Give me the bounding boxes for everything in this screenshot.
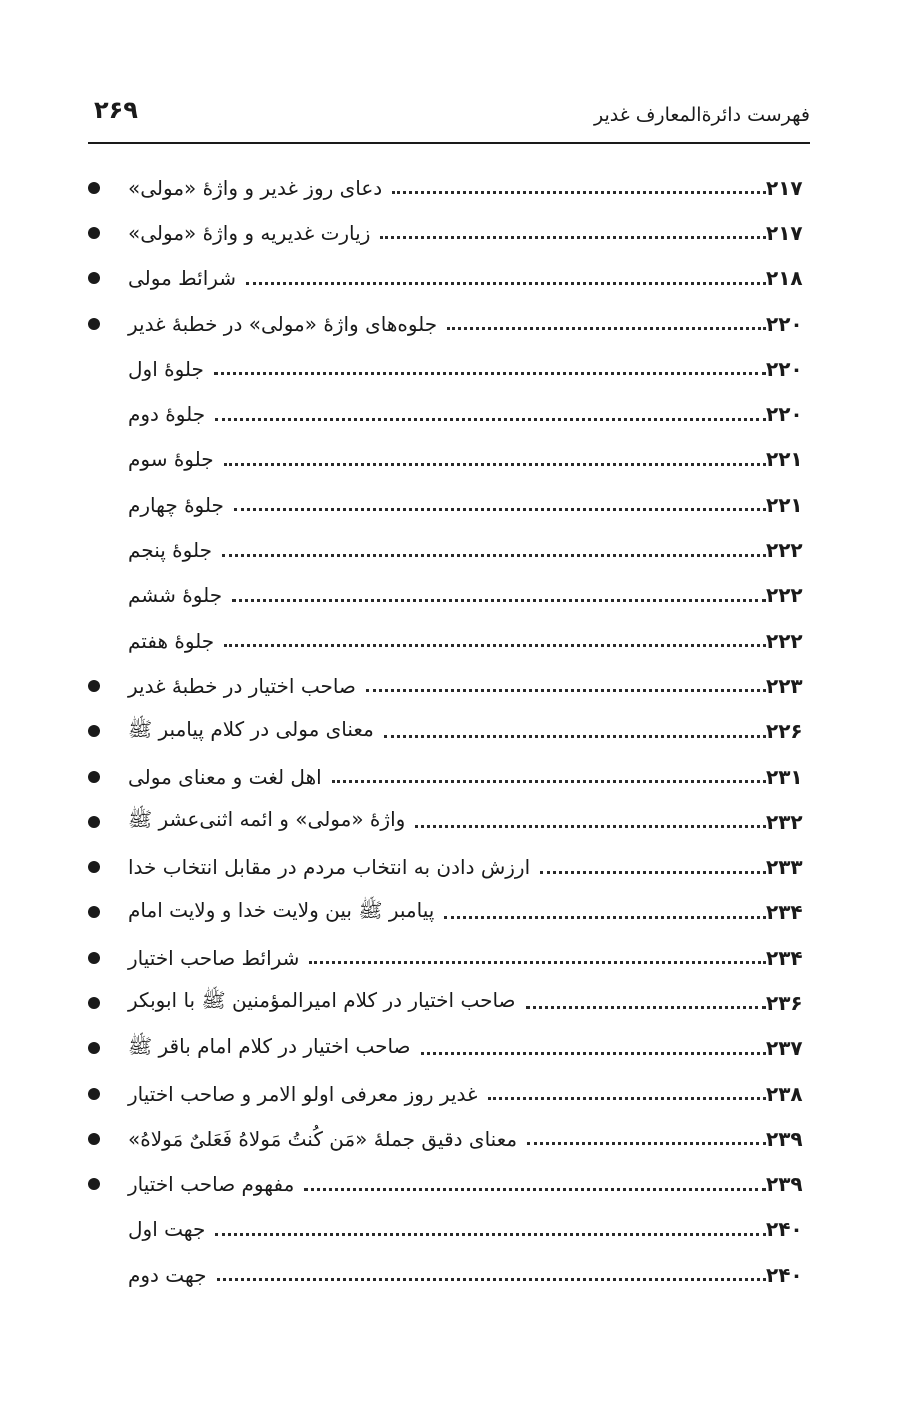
toc-entry[interactable] — [88, 618, 810, 663]
toc-entry[interactable] — [88, 799, 810, 844]
bullet-icon — [88, 680, 100, 692]
running-title: فهرست دائرةالمعارف غدیر — [593, 104, 810, 126]
toc-entry-page: ۲۳۱ — [766, 764, 803, 789]
bullet-slot — [88, 997, 122, 1009]
dot-leader — [444, 916, 766, 919]
toc-entry-title: ارزش دادن به انتخاب مردم در مقابل انتخاب خدا — [128, 855, 531, 880]
toc-entry-page: ۲۲۱ — [766, 447, 803, 472]
dot-leader — [527, 1142, 766, 1145]
dot-leader — [222, 554, 766, 557]
toc-entry[interactable] — [88, 844, 810, 889]
bullet-icon — [88, 318, 100, 330]
toc-entry-page: ۲۲۲ — [766, 583, 803, 608]
toc-entry[interactable] — [88, 527, 810, 572]
bullet-icon — [88, 725, 100, 737]
toc-entry-title: جهت دوم — [128, 1262, 207, 1287]
toc-entry-page: ۲۲۰ — [766, 402, 803, 427]
bullet-icon — [88, 771, 100, 783]
toc-entry-title: شرائط مولی — [128, 266, 237, 291]
toc-entry-title: جلوهٔ هفتم — [128, 628, 215, 653]
toc-entry-title: جلوهٔ سوم — [128, 447, 214, 472]
dot-leader — [214, 372, 766, 375]
bullet-slot — [88, 1088, 122, 1100]
bullet-icon — [88, 1178, 100, 1190]
toc-entry[interactable] — [88, 482, 810, 527]
toc-entry-title: جلوهٔ چهارم — [128, 492, 224, 517]
dot-leader — [232, 599, 766, 602]
bullet-slot — [88, 182, 122, 194]
toc-entry-page: ۲۲۲ — [766, 538, 803, 563]
bullet-slot — [88, 318, 122, 330]
bullet-icon — [88, 952, 100, 964]
toc-entry-page: ۲۲۰ — [766, 356, 803, 381]
page-header — [88, 92, 810, 144]
toc-entry-page: ۲۳۹ — [766, 1126, 803, 1151]
dot-leader — [217, 1278, 766, 1281]
toc-entry-title: صاحب اختیار در کلام امیرالمؤمنین ﷺ با ابوبکر — [128, 988, 516, 1013]
dot-leader — [421, 1052, 766, 1055]
toc-entry-title: پیامبر ﷺ بین ولایت خدا و ولایت امام — [128, 897, 435, 922]
toc-entry-title: جلوه‌های واژهٔ «مولی» در خطبهٔ غدیر — [128, 311, 438, 336]
toc-entry-title: اهل لغت و معنای مولی — [128, 764, 322, 789]
toc-entry-page: ۲۳۷ — [766, 1036, 803, 1061]
toc-entry-title: معنای مولی در کلام پیامبر ﷺ — [128, 716, 374, 741]
bullet-slot — [88, 227, 122, 239]
bullet-slot — [88, 816, 122, 828]
bullet-icon — [88, 1133, 100, 1145]
bullet-slot — [88, 906, 122, 918]
toc-entry[interactable] — [88, 754, 810, 799]
toc-entry[interactable] — [88, 663, 810, 708]
dot-leader — [224, 644, 766, 647]
dot-leader — [366, 689, 766, 692]
dot-leader — [304, 1188, 766, 1191]
toc-entry[interactable] — [88, 890, 810, 935]
dot-leader — [392, 191, 766, 194]
dot-leader — [526, 1006, 766, 1009]
toc-entry[interactable] — [88, 1026, 810, 1071]
bullet-slot — [88, 1133, 122, 1145]
toc-entry-page: ۲۳۳ — [766, 855, 803, 880]
dot-leader — [447, 327, 766, 330]
table-of-contents — [88, 165, 810, 1297]
bullet-slot — [88, 725, 122, 737]
toc-entry[interactable] — [88, 1252, 810, 1297]
toc-entry-page: ۲۲۱ — [766, 492, 803, 517]
bullet-icon — [88, 861, 100, 873]
toc-entry-page: ۲۱۷ — [766, 175, 803, 200]
toc-entry[interactable] — [88, 1162, 810, 1207]
bullet-icon — [88, 1042, 100, 1054]
toc-entry-page: ۲۴۰ — [766, 1262, 803, 1287]
bullet-icon — [88, 272, 100, 284]
toc-entry-page: ۲۲۲ — [766, 628, 803, 653]
bullet-icon — [88, 997, 100, 1009]
toc-entry-title: مفهوم صاحب اختیار — [128, 1172, 295, 1197]
toc-entry[interactable] — [88, 165, 810, 210]
toc-entry-title: جلوهٔ اول — [128, 356, 204, 381]
toc-entry[interactable] — [88, 935, 810, 980]
dot-leader — [309, 961, 766, 964]
toc-entry-title: دعای روز غدیر و واژهٔ «مولی» — [128, 175, 383, 200]
toc-entry-page: ۲۳۸ — [766, 1081, 803, 1106]
toc-entry[interactable] — [88, 301, 810, 346]
toc-entry-page: ۲۳۹ — [766, 1172, 803, 1197]
toc-entry-title: جلوهٔ پنجم — [128, 538, 212, 563]
page-number: ۲۶۹ — [94, 96, 138, 124]
bullet-icon — [88, 1088, 100, 1100]
toc-entry-title: جلوهٔ ششم — [128, 583, 223, 608]
toc-entry[interactable] — [88, 437, 810, 482]
dot-leader — [332, 780, 766, 783]
toc-entry-page: ۲۳۶ — [766, 990, 803, 1015]
toc-entry-title: صاحب اختیار در کلام امام باقر ﷺ — [128, 1033, 411, 1058]
dot-leader — [380, 236, 766, 239]
bullet-icon — [88, 816, 100, 828]
dot-leader — [540, 871, 766, 874]
toc-entry[interactable] — [88, 573, 810, 618]
toc-entry[interactable] — [88, 256, 810, 301]
toc-entry-page: ۲۲۶ — [766, 719, 803, 744]
toc-entry-title: جهت اول — [128, 1217, 206, 1242]
bullet-icon — [88, 227, 100, 239]
bullet-slot — [88, 680, 122, 692]
toc-entry[interactable] — [88, 1116, 810, 1161]
bullet-icon — [88, 182, 100, 194]
bullet-slot — [88, 861, 122, 873]
bullet-slot — [88, 1042, 122, 1054]
toc-entry[interactable] — [88, 980, 810, 1025]
dot-leader — [415, 825, 766, 828]
toc-entry-page: ۲۲۰ — [766, 311, 803, 336]
toc-entry[interactable] — [88, 1071, 810, 1116]
toc-entry-title: شرائط صاحب اختیار — [128, 945, 300, 970]
toc-entry[interactable] — [88, 709, 810, 754]
toc-entry[interactable] — [88, 391, 810, 436]
dot-leader — [246, 282, 766, 285]
toc-entry-page: ۲۳۴ — [766, 900, 803, 925]
dot-leader — [384, 735, 766, 738]
bullet-slot — [88, 952, 122, 964]
dot-leader — [215, 418, 766, 421]
dot-leader — [224, 463, 766, 466]
bullet-slot — [88, 1178, 122, 1190]
toc-entry-title: جلوهٔ دوم — [128, 402, 206, 427]
toc-entry-title: معنای دقیق جملهٔ «مَن کُنتُ مَولاهُ فَعَلیٌ مَولاهُ» — [128, 1126, 518, 1151]
toc-entry[interactable] — [88, 346, 810, 391]
toc-entry-page: ۲۴۰ — [766, 1217, 803, 1242]
toc-entry-page: ۲۳۲ — [766, 809, 803, 834]
bullet-slot — [88, 771, 122, 783]
dot-leader — [234, 508, 766, 511]
toc-entry-title: واژهٔ «مولی» و ائمه اثنی‌عشر ﷺ — [128, 807, 406, 832]
toc-entry[interactable] — [88, 1207, 810, 1252]
toc-entry-page: ۲۱۷ — [766, 220, 803, 245]
bullet-icon — [88, 906, 100, 918]
bullet-slot — [88, 272, 122, 284]
toc-entry-page: ۲۳۴ — [766, 945, 803, 970]
dot-leader — [488, 1097, 767, 1100]
toc-entry-title: صاحب اختیار در خطبهٔ غدیر — [128, 673, 356, 698]
dot-leader — [215, 1233, 766, 1236]
toc-entry-title: غدیر روز معرفی اولو الامر و صاحب اختیار — [128, 1081, 478, 1106]
toc-entry-title: زیارت غدیریه و واژهٔ «مولی» — [128, 220, 371, 245]
toc-entry[interactable] — [88, 210, 810, 255]
toc-entry-page: ۲۲۳ — [766, 673, 803, 698]
toc-entry-page: ۲۱۸ — [766, 266, 803, 291]
